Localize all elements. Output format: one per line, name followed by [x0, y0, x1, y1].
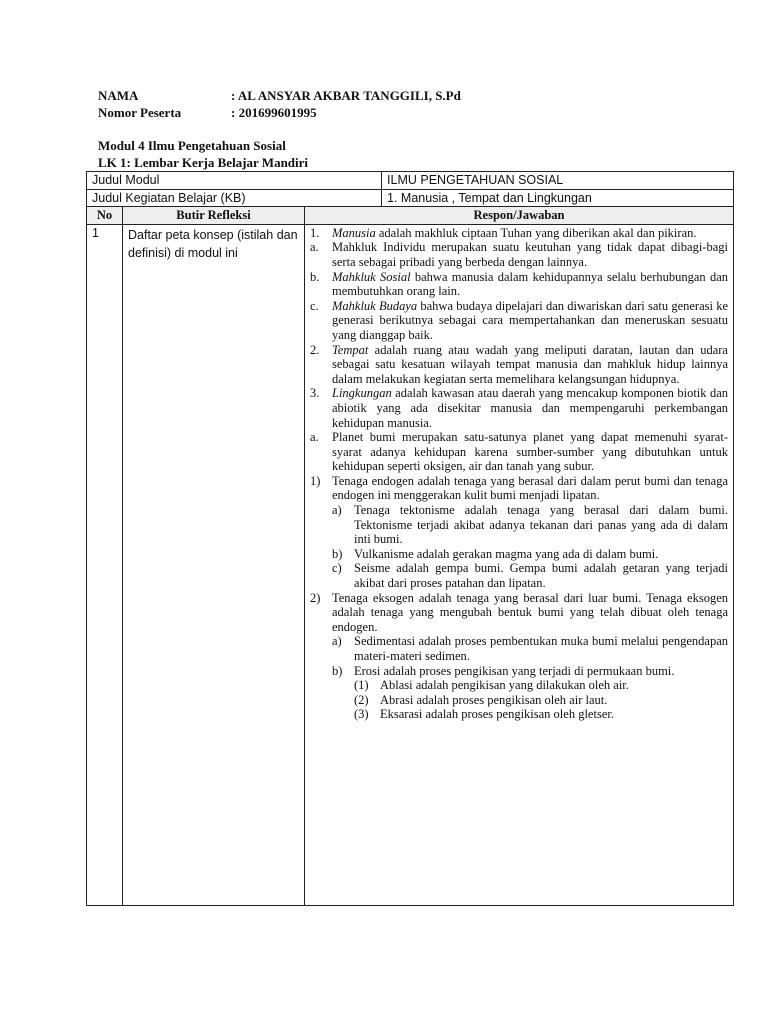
list-item-text	[332, 240, 728, 269]
list-item-definition: Ablasi adalah pengikisan yang dilakukan oleh air.	[380, 678, 629, 693]
list-item-text	[332, 270, 728, 299]
list-item-term: Manusia	[332, 225, 376, 240]
list-item-definition: Planet bumi merupakan satu-satunya planet yang dapat memenuhi syarat- syarat adanya kehidupan karena sumber-sumber yang dibutuhkan untuk kehidupan seperti oksigen, air dan tanah yang subur.	[332, 430, 728, 474]
list-item-definition: adalah kawasan atau daerah yang mencakup komponen biotik dan abiotik yang ada disekitar manusia dan mempengaruhi perkembangan kehidupan manusia.	[332, 386, 728, 430]
row-number: 1	[87, 224, 123, 905]
list-item-definition: Eksarasi adalah proses pengikisan oleh gletser.	[380, 707, 614, 722]
list-item-marker: c)	[332, 561, 342, 576]
list-item	[310, 430, 728, 474]
list-item-definition: Vulkanisme adalah gerakan magma yang ada di dalam bumi.	[354, 546, 659, 561]
list-item-marker: b)	[332, 546, 343, 561]
list-item-marker: b)	[332, 663, 343, 678]
worksheet-title: LK 1: Lembar Kerja Belajar Mandiri	[98, 155, 309, 170]
list-item-term: Tempat	[332, 342, 369, 357]
list-item-marker: (1)	[354, 678, 369, 693]
kb-value: 1. Manusia , Tempat dan Lingkungan	[382, 189, 734, 207]
module-row	[87, 172, 734, 190]
header-butir: Butir Refleksi	[123, 207, 305, 225]
header-row	[87, 207, 734, 225]
list-item-definition: bahwa manusia dalam kehidupannya selalu berhubungan dan membutuhkan orang lain.	[332, 269, 729, 299]
list-item-text	[332, 430, 728, 474]
list-item-text	[332, 474, 728, 503]
kb-label: Judul Kegiatan Belajar (KB)	[87, 189, 382, 207]
list-item-marker: b.	[310, 269, 320, 284]
list-item	[310, 634, 728, 663]
response-list	[310, 226, 728, 722]
list-item-text	[332, 299, 728, 343]
list-item-definition: bahwa budaya dipelajari dan diwariskan dari satu generasi ke generasi berikutnya sebagai cara mempertahankan dan meneruskan sesuatu yang dianggap baik.	[332, 298, 728, 342]
list-item	[310, 678, 728, 693]
list-item-marker: 1.	[310, 225, 320, 240]
module-value: ILMU PENGETAHUAN SOSIAL	[382, 172, 734, 190]
list-item-definition: Tenaga tektonisme adalah tenaga yang berasal dari dalam bumi. Tektonisme terjadi akibat adanya tekanan dari panas yang ada di dalam inti bumi.	[354, 503, 728, 547]
list-item-text	[354, 503, 728, 547]
participant-number-value: : 201699601995	[231, 105, 317, 120]
worksheet-table	[86, 171, 734, 906]
list-item	[310, 591, 728, 635]
list-item-marker: c.	[310, 298, 319, 313]
list-item	[310, 226, 728, 241]
participant-number-label: Nomor Peserta	[98, 105, 182, 120]
list-item-term: Mahkluk Budaya	[332, 298, 418, 313]
list-item-term: Mahkluk Sosial	[332, 269, 411, 284]
list-item	[310, 693, 728, 708]
list-item-marker: (3)	[354, 707, 369, 722]
butir-refleksi-cell: Daftar peta konsep (istilah dan definisi) di modul ini	[123, 224, 305, 905]
list-item-text	[354, 547, 728, 562]
list-item	[310, 707, 728, 722]
list-item-marker: 2)	[310, 590, 321, 605]
list-item-text	[332, 591, 728, 635]
table-row	[87, 224, 734, 905]
list-item-definition: adalah ruang atau wadah yang meliputi daratan, lautan dan udara sebagai satu kesatuan wilayah tempat manusia dan mahkluk hidup lainnya dalam melakukan kegiatan serta memelihara kelangsungan hidupnya.	[332, 342, 728, 386]
name-value: : AL ANSYAR AKBAR TANGGILI, S.Pd	[231, 88, 461, 103]
list-item-text	[354, 561, 728, 590]
module-title: Modul 4 Ilmu Pengetahuan Sosial	[98, 138, 286, 153]
list-item-marker: 2.	[310, 342, 320, 357]
kb-row	[87, 189, 734, 207]
list-item-text	[332, 343, 728, 387]
list-item-definition: Seisme adalah gempa bumi. Gempa bumi adalah getaran yang terjadi akibat dari proses patahan dan lipatan.	[354, 561, 728, 591]
list-item	[310, 474, 728, 503]
list-item-definition: Abrasi adalah proses pengikisan oleh air laut.	[380, 692, 608, 707]
list-item-definition: Erosi adalah proses pengikisan yang terjadi di permukaan bumi.	[354, 663, 675, 678]
list-item	[310, 270, 728, 299]
list-item	[310, 299, 728, 343]
list-item	[310, 240, 728, 269]
list-item	[310, 503, 728, 547]
list-item-marker: a.	[310, 430, 319, 445]
list-item-text	[354, 634, 728, 663]
list-item	[310, 343, 728, 387]
list-item	[310, 547, 728, 562]
list-item-text	[380, 678, 728, 693]
identity-block	[0, 88, 768, 124]
list-item	[310, 664, 728, 679]
list-item-definition: Sedimentasi adalah proses pembentukan muka bumi melalui pengendapan materi-materi sedimen.	[354, 634, 728, 663]
list-item-marker: a.	[310, 240, 319, 255]
list-item-marker: a)	[332, 503, 342, 518]
module-label: Judul Modul	[87, 172, 382, 190]
list-item	[310, 561, 728, 590]
list-item-text	[380, 707, 728, 722]
list-item-marker: a)	[332, 634, 342, 649]
list-item	[310, 386, 728, 430]
list-item-definition: Mahkluk Individu merupakan suatu keutuhan yang tidak dapat dibagi-bagi serta sebagai pribadi yang berbeda dengan lainnya.	[332, 240, 728, 269]
list-item-marker: (2)	[354, 692, 369, 707]
response-cell	[305, 224, 734, 905]
list-item-marker: 1)	[310, 473, 321, 488]
list-item-definition: Tenaga endogen adalah tenaga yang berasal dari dalam perut bumi dan tenaga endogen ini menggerakan kulit bumi menjadi lipatan.	[332, 473, 728, 503]
list-item-definition: Tenaga eksogen adalah tenaga yang berasal dari luar bumi. Tenaga eksogen adalah tenaga yang mengubah bentuk bumi yang telah dibuat oleh tenaga endogen.	[332, 590, 728, 634]
list-item-text	[380, 693, 728, 708]
name-label: NAMA	[98, 88, 139, 103]
list-item-text	[354, 664, 728, 679]
list-item-marker: 3.	[310, 386, 320, 401]
list-item-definition: adalah makhluk ciptaan Tuhan yang diberikan akal dan pikiran.	[375, 225, 697, 240]
list-item-term: Lingkungan	[332, 386, 392, 401]
list-item-text	[332, 226, 728, 241]
header-respon: Respon/Jawaban	[305, 207, 734, 225]
list-item-text	[332, 386, 728, 430]
header-no: No	[87, 207, 123, 225]
